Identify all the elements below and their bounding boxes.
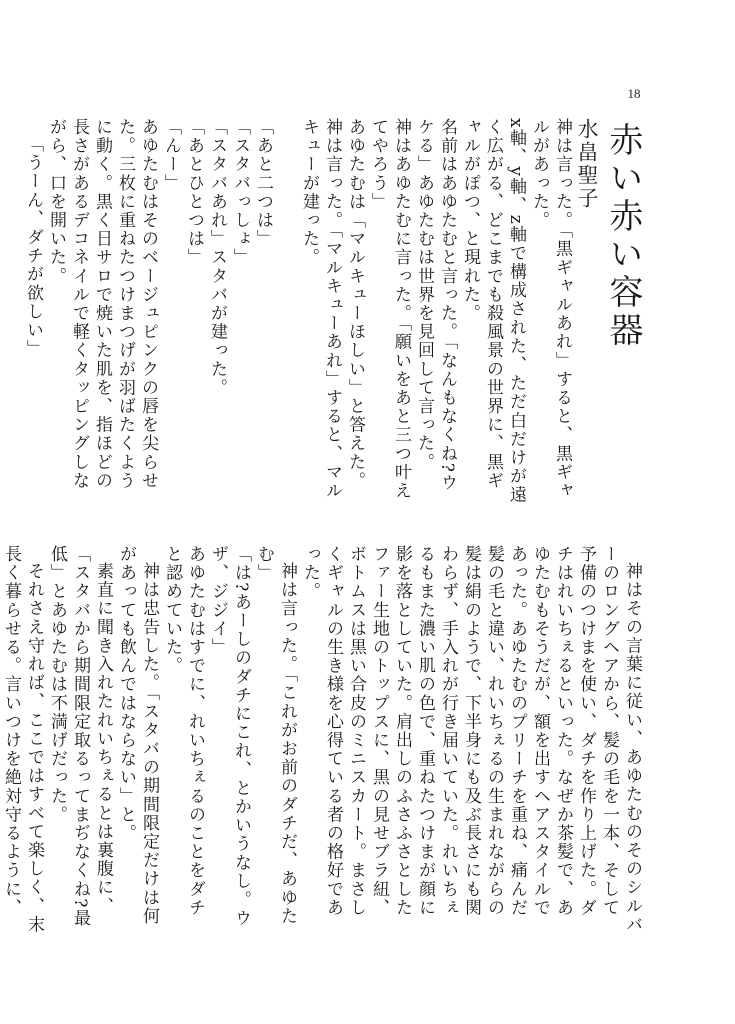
story-upper-block (21, 118, 643, 508)
dialogue-line: 「うーん、ダチが欲しい」 (23, 135, 43, 359)
dialogue-line: 「スタバあれ」スタバが建った。 (207, 118, 227, 397)
paragraph: あゆたむは「マルキューほしい」と答えた。 (345, 118, 365, 490)
blank-line (274, 118, 297, 508)
story-author: 水畠聖子 (575, 118, 599, 210)
paragraph: あゆたむはそのベージュピンクの唇を尖らせた。三枚に重ねたつけまつげが羽ばたくように動く。黒く日サロで焼いた肌を、指ほどの長さがあるデコネイルで軽くタッピングしながら、口を開いた。 (46, 118, 158, 490)
paragraph: 神は忠告した。「スタバの期間限定だけは何があっても飲んではならない」と。 (116, 545, 159, 926)
page-number: 18 (627, 86, 641, 101)
paragraph: 神は言った。「黒ギャルあれ」すると、黒ギャルがあった。 (529, 118, 572, 501)
paragraph: あゆたむはすでに、れいちぇるのことをダチと認めていた。 (162, 545, 205, 917)
paragraph: 神は言った。「マルキューあれ」すると、マルキューが建った。 (299, 118, 342, 501)
paragraph: 素直に聞き入れたれいちぇるとは裏腹に、「スタバから期間限定取るってまぢなくね?最低」とあゆたむは不満げだった。 (47, 545, 113, 928)
paragraph: x軸、y軸、z軸で構成された、ただ白だけが遠く広がる、どこまでも殺風景の世界に、黒ギャルがぽつ、と現れた。 (460, 118, 526, 505)
paragraph: 神は言った。「これがお前のダチだ、あゆたむ」 (254, 545, 297, 926)
story-title: 赤い赤い容器 (603, 122, 643, 350)
paragraph: 神はあゆたむに言った。「願いをあと三つ叶えてやろう」 (368, 118, 411, 501)
dialogue-line: 「スタバっしょ」 (230, 118, 250, 267)
paragraph: 名前はあゆたむと言った。「なんもなくね?ウケる」あゆたむは世界を見回して言った。 (414, 118, 457, 493)
dialogue-line: 「あとひとつは」 (184, 118, 204, 267)
dialogue-line: 「あと二つは」 (253, 118, 273, 249)
dialogue-line: 「んー」 (161, 118, 181, 193)
story-lower-block (0, 545, 643, 935)
paragraph: それさえ守れば、ここではすべて楽しく、末長く暮らせる。言いつけを絶対守るように、 (1, 545, 44, 934)
paragraph: 神はその言葉に従い、あゆたむのそのシルバーのロングヘアから、髪の毛を一本、そして予備のつけまを使い、ダチを作り上げた。ダチはれいちぇるといった。なぜか茶髪で、あゆたむもそうだが、額を出すヘアスタイルであった。あゆたむのプリーチを重ね、痛んだ髪の毛と違い、れいちぇるの生まれながらの髪は絹のようで、下半身にも及ぶ長さにも関わらず、手入れが行き届いていた。れいちぇるもまた濃い肌の色で、重ねたつけまが顔に影を落としていた。肩出しのふさふさとしたファー生地のトップスに、黒の見せブラ紐、ボトムスは黒い合皮のミニスカート。まさしくギャルの生き様を心得ている者の格好であった。 (300, 545, 642, 934)
dialogue-line: 「は?あーしのダチにこれ、とかいうなし。ウザ、ジジイ」 (208, 545, 251, 928)
